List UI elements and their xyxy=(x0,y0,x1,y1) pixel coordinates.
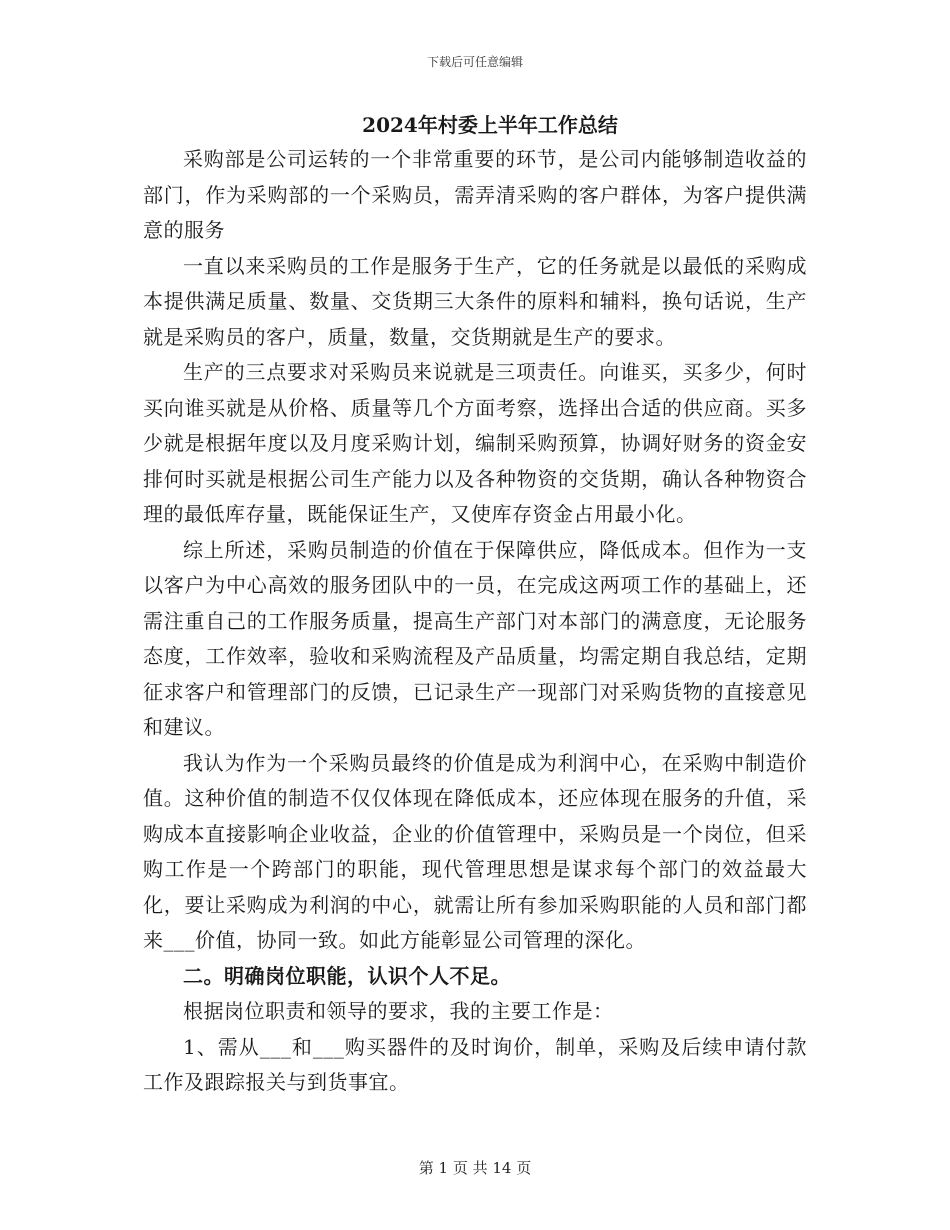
page-number: 第 1 页 共 14 页 xyxy=(418,1159,532,1177)
header-note: 下载后可任意编辑 xyxy=(426,55,523,69)
paragraph-7: 1、需从___和___购买器件的及时询价，制单，采购及后续申请付款工作及跟踪报关与到货事宜。 xyxy=(143,1034,807,1094)
paragraph-6: 根据岗位职责和领导的要求，我的主要工作是： xyxy=(183,999,614,1023)
paragraph-4: 综上所述，采购员制造的价值在于保障供应，降低成本。但作为一支以客户为中心高效的服务团队中的一员，在完成这两项工作的基础上，还需注重自己的工作服务质量，提高生产部门对本部门的满意度，无论服务态度，工作效率，验收和采购流程及产品质量，均需定期自我总结，定期征求客户和管理部门的反馈，已记录生产一现部门对采购货物的直接意见和建议。 xyxy=(143,537,807,739)
document-body xyxy=(143,108,807,1101)
paragraph-5: 我认为作为一个采购员最终的价值是成为利润中心，在采购中制造价值。这种价值的制造不仅仅体现在降低成本，还应体现在服务的升值，采购成本直接影响企业收益，企业的价值管理中，采购员是一个岗位，但采购工作是一个跨部门的职能，现代管理思想是谋求每个部门的效益最大化，要让采购成为利润的中心，就需让所有参加采购职能的人员和部门都来___价值，协同一致。如此方能彰显公司管理的深化。 xyxy=(143,750,807,952)
paragraph-3: 生产的三点要求对采购员来说就是三项责任。向谁买，买多少，何时买向谁买就是从价格、质量等几个方面考察，选择出合适的供应商。买多少就是根据年度以及月度采购计划，编制采购预算，协调好财务的资金安排何时买就是根据公司生产能力以及各种物资的交货期，确认各种物资合理的最低库存量，既能保证生产，又使库存资金占用最小化。 xyxy=(143,360,807,526)
paragraph-2: 一直以来采购员的工作是服务于生产，它的任务就是以最低的采购成本提供满足质量、数量、交货期三大条件的原料和辅料，换句话说，生产就是采购员的客户，质量，数量，交货期就是生产的要求。 xyxy=(143,253,807,349)
paragraph-1: 采购部是公司运转的一个非常重要的环节，是公司内能够制造收益的部门，作为采购部的一个采购员，需弄清采购的客户群体，为客户提供满意的服务 xyxy=(143,147,807,242)
document-title: 2024年村委上半年工作总结 xyxy=(362,113,618,137)
section-heading: 二。明确岗位职能，认识个人不足。 xyxy=(183,963,511,988)
